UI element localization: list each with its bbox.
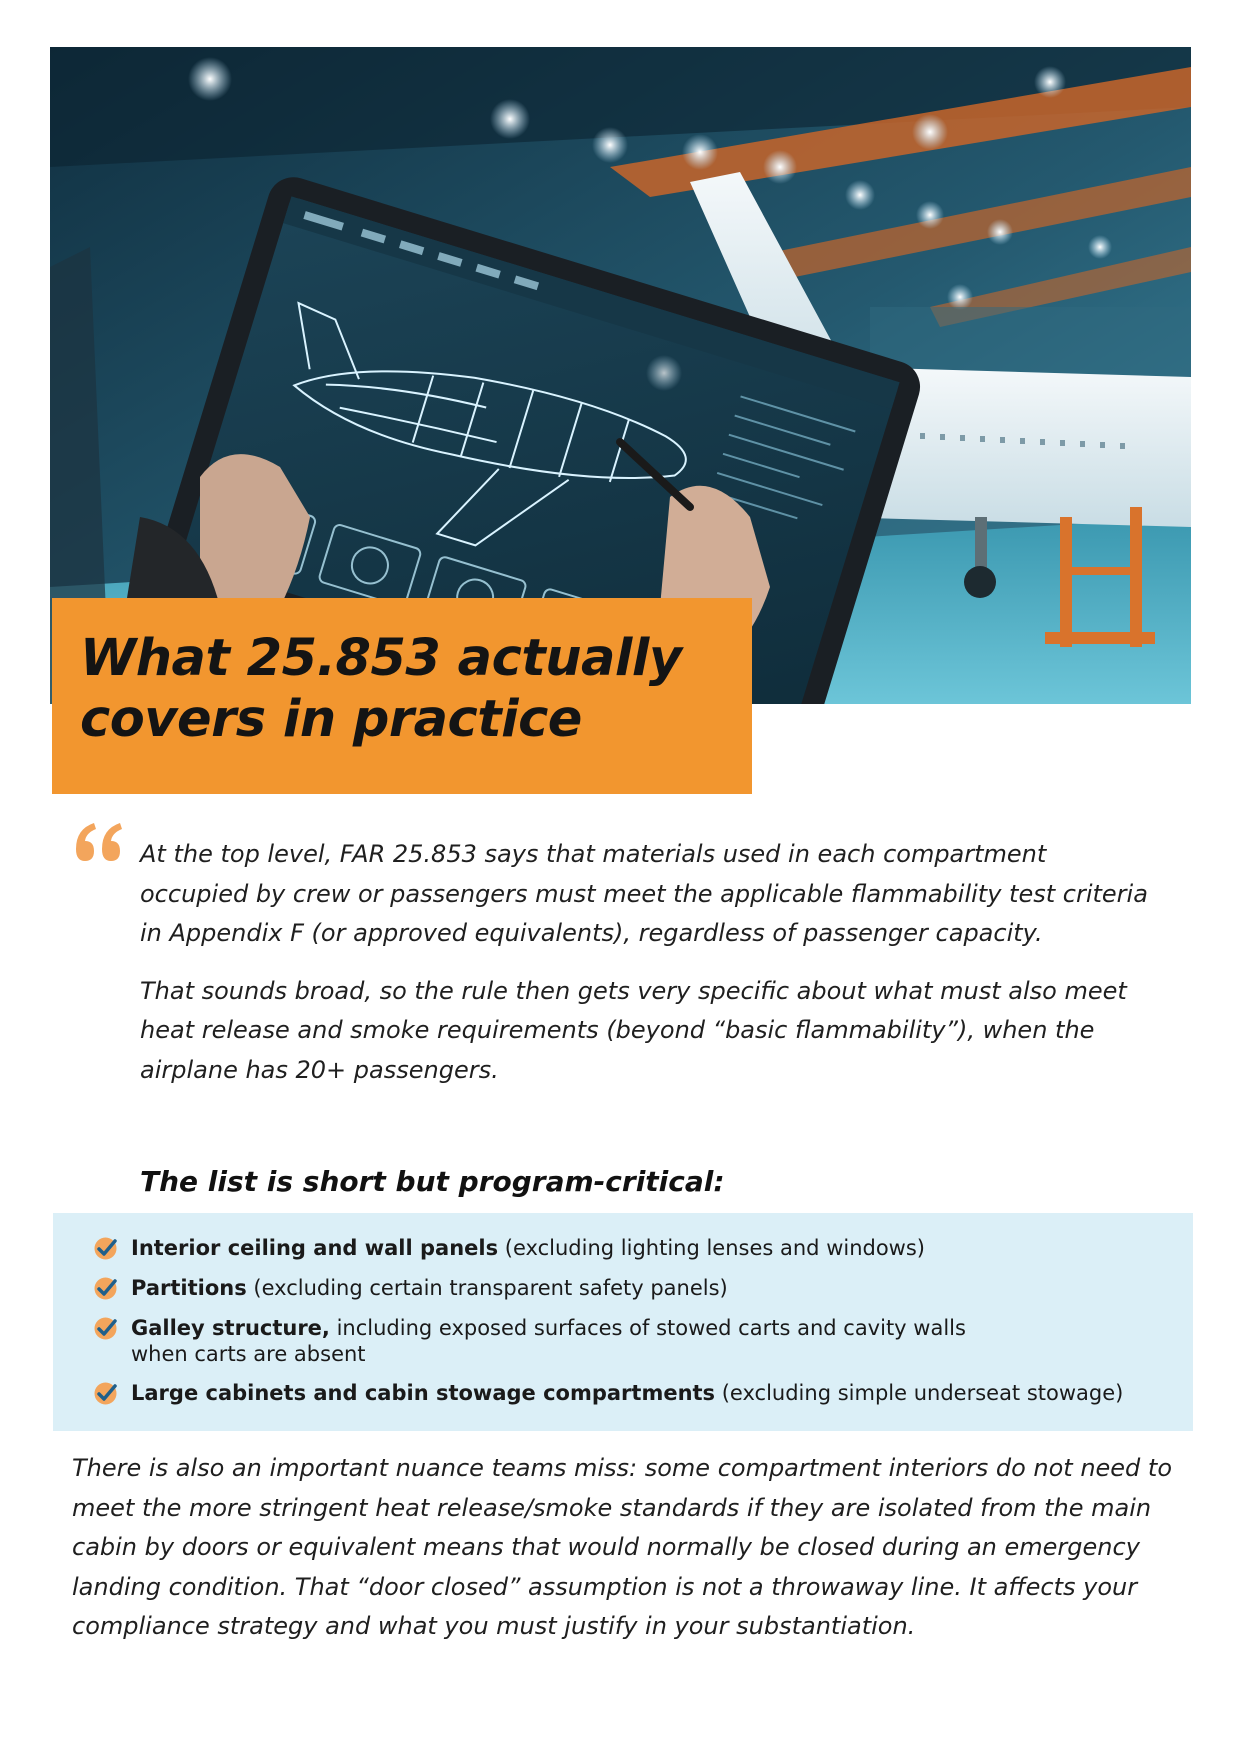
page-title-line-1: What 25.853 actually [80, 629, 682, 688]
list-item-bold: Large cabinets and cabin stowage compartments [131, 1381, 716, 1405]
check-circle-icon [93, 1316, 118, 1341]
closing-paragraph: There is also an important nuance teams miss: some compartment interiors do not need to meet the more stringent heat release/smoke standards if they are isolated from the main cabin by doors or equivalent means that would normally be closed during an emergency landing condition. That “door closed” assumption is not a throwaway line. It affects your compliance strategy and what you must justify in your substantiation. [72, 1454, 1173, 1640]
list-item [131, 1380, 1191, 1406]
list-item-rest-continued: when carts are absent [131, 1342, 366, 1366]
list-item-bold: Partitions [131, 1276, 247, 1300]
page-title-line-2: covers in practice [80, 690, 582, 749]
requirements-list [53, 1213, 1193, 1431]
intro-paragraph-1: At the top level, FAR 25.853 says that materials used in each compartment occupied by crew or passengers must meet the applicable flammability test criteria in Appendix F (or approved equivalents), regardless of passenger capacity. [140, 840, 1148, 947]
intro-paragraph-2: That sounds broad, so the rule then gets very specific about what must also meet heat release and smoke requirements (beyond “basic flammability”), when the airplane has 20+ passengers. [140, 976, 1127, 1084]
list-item-bold: Galley structure, [131, 1316, 330, 1340]
quote-mark-icon [72, 815, 128, 871]
list-item-rest: (excluding simple underseat stowage) [715, 1381, 1124, 1405]
page-title [80, 628, 724, 750]
list-item-rest: (excluding lighting lenses and windows) [498, 1236, 925, 1260]
list-item-rest: including exposed surfaces of stowed carts and cavity walls [329, 1316, 966, 1340]
list-item [131, 1315, 1191, 1367]
list-item-bold: Interior ceiling and wall panels [131, 1236, 499, 1260]
intro-text [140, 835, 1150, 1108]
list-item [131, 1235, 1191, 1261]
list-item [131, 1275, 1191, 1301]
check-circle-icon [93, 1276, 118, 1301]
title-banner [52, 598, 752, 794]
check-circle-icon [93, 1381, 118, 1406]
check-circle-icon [93, 1236, 118, 1261]
list-heading: The list is short but program-critical: [140, 1165, 725, 1198]
list-item-rest: (excluding certain transparent safety panels) [246, 1276, 728, 1300]
